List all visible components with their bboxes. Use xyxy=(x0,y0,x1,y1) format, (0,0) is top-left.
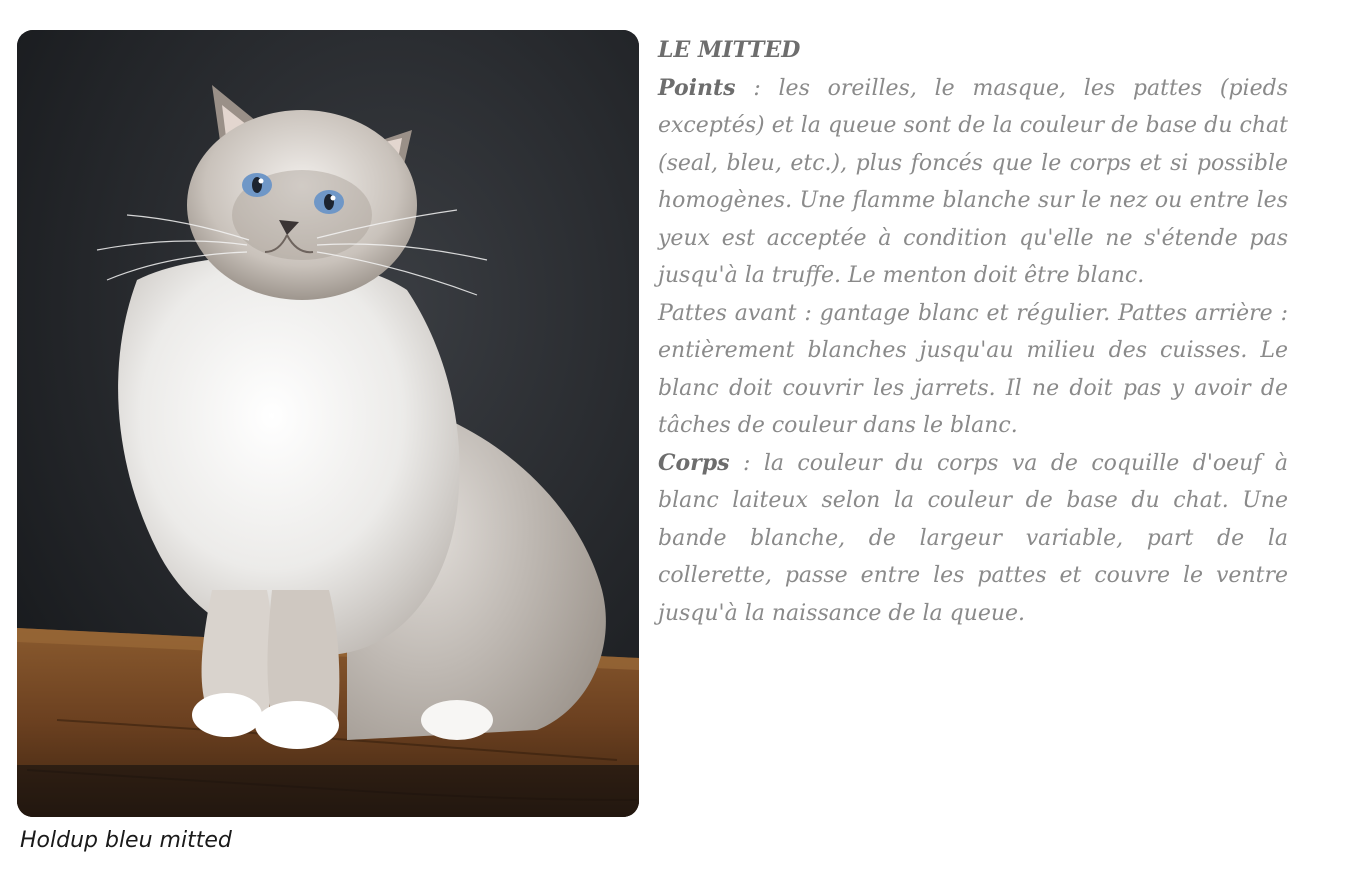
paragraph-corps xyxy=(658,445,1288,633)
cat-illustration xyxy=(17,30,639,817)
photo-caption: Holdup bleu mitted xyxy=(20,828,232,853)
points-description: : les oreilles, le masque, les pattes (pieds exceptés) et la queue sont de la couleur de base du chat (seal, bleu, etc.), plus foncés que le corps et si possible homogènes. Une flamme blanche sur le nez ou entre les yeux est acceptée à condition qu'elle ne s'étende pas jusqu'à la truffe. Le menton doit être blanc. xyxy=(658,75,1288,288)
term-points: Points xyxy=(658,74,736,101)
section-heading: LE MITTED xyxy=(658,37,801,63)
corps-description: : la couleur du corps va de coquille d'oeuf à blanc laiteux selon la couleur de base du chat. Une bande blanche, de largeur variable, part de la collerette, passe entre les pattes et couvre le ventre jusqu'à la naissance de la queue. xyxy=(658,450,1288,626)
paragraph-pattes xyxy=(658,295,1288,445)
pattes-description: Pattes avant : gantage blanc et régulier. Pattes arrière : entièrement blanches jusqu'au milieu des cuisses. Le blanc doit couvrir les jarrets. Il ne doit pas y avoir de tâches de couleur dans le blanc. xyxy=(658,300,1288,438)
cat-paw-right xyxy=(255,701,339,749)
article-text xyxy=(658,32,1288,632)
cat-paw-back xyxy=(421,700,493,740)
paragraph-points xyxy=(658,70,1288,295)
term-corps: Corps xyxy=(658,449,730,476)
cat-photo xyxy=(17,30,639,817)
cat-paw-left xyxy=(192,693,262,737)
